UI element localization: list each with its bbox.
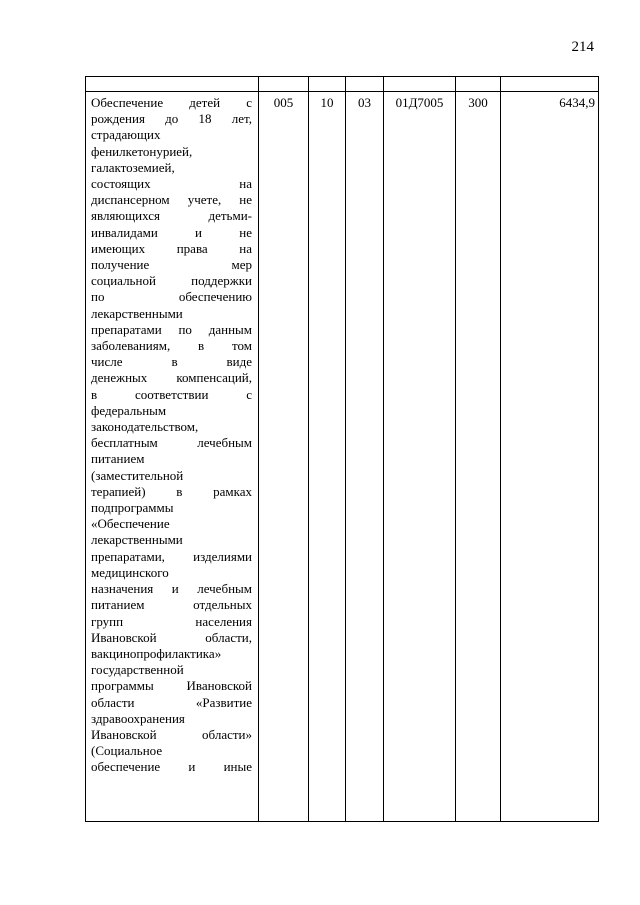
description-line: вакцинопрофилактика» xyxy=(91,645,222,661)
description-line: программы Ивановской xyxy=(91,678,252,694)
description-line: по обеспечению xyxy=(91,289,252,305)
description-line: числе в виде xyxy=(91,354,252,370)
row-description-text xyxy=(91,95,252,776)
description-line: в соответствии с xyxy=(91,386,252,402)
description-line: здравоохранения xyxy=(91,710,185,726)
description-line: государственной xyxy=(91,662,184,678)
description-line: заболеваниям, в том xyxy=(91,338,252,354)
row-target-article: 01Д7005 xyxy=(384,92,456,822)
description-line: (заместительной xyxy=(91,467,184,483)
description-line: диспансерном учете, не xyxy=(91,192,252,208)
description-line: социальной поддержки xyxy=(91,273,252,289)
description-line: законодательством, xyxy=(91,419,199,435)
header-cell-section xyxy=(309,77,346,92)
description-line: препаратами по данным xyxy=(91,321,252,337)
description-line: питанием отдельных xyxy=(91,597,252,613)
description-line: групп населения xyxy=(91,613,252,629)
description-line: питанием xyxy=(91,451,145,467)
description-line: федеральным xyxy=(91,402,167,418)
description-line: имеющих права на xyxy=(91,240,252,256)
description-line: страдающих xyxy=(91,127,161,143)
description-line: лекарственными xyxy=(91,305,183,321)
description-line: медицинского xyxy=(91,564,169,580)
description-line: фенилкетонурией, xyxy=(91,143,193,159)
page-number: 214 xyxy=(571,39,594,55)
description-line: являющихся детьми- xyxy=(91,208,252,224)
header-cell-expense-type xyxy=(456,77,501,92)
header-cell-amount xyxy=(501,77,599,92)
header-cell-target-article xyxy=(384,77,456,92)
header-cell-description xyxy=(86,77,259,92)
row-amount: 6434,9 xyxy=(501,92,599,822)
budget-table xyxy=(85,76,599,822)
description-line: (Социальное xyxy=(91,743,163,759)
description-line: области «Развитие xyxy=(91,694,252,710)
description-line: обеспечение и иные xyxy=(91,759,252,775)
header-cell-ministry xyxy=(259,77,309,92)
row-expense-type: 300 xyxy=(456,92,501,822)
description-line: инвалидами и не xyxy=(91,224,252,240)
description-line: терапией) в рамках xyxy=(91,483,252,499)
description-line: назначения и лечебным xyxy=(91,581,252,597)
row-subsection-code: 03 xyxy=(346,92,384,822)
description-line: Обеспечение детей с xyxy=(91,95,252,110)
description-line: состоящих на xyxy=(91,176,252,192)
table-header-row xyxy=(86,77,599,92)
description-line: денежных компенсаций, xyxy=(91,370,252,386)
description-line: Ивановской области» xyxy=(91,726,252,742)
description-line: препаратами, изделиями xyxy=(91,548,252,564)
description-line: бесплатным лечебным xyxy=(91,435,252,451)
description-line: лекарственными xyxy=(91,532,183,548)
description-line: подпрограммы xyxy=(91,500,174,516)
header-cell-subsection xyxy=(346,77,384,92)
description-line: галактоземией, xyxy=(91,159,175,175)
description-line: рождения до 18 лет, xyxy=(91,111,252,127)
row-description-cell xyxy=(86,92,259,822)
description-line: «Обеспечение xyxy=(91,516,170,532)
table-row xyxy=(86,92,599,822)
row-ministry-code: 005 xyxy=(259,92,309,822)
row-section-code: 10 xyxy=(309,92,346,822)
description-line: получение мер xyxy=(91,257,252,273)
description-line: Ивановской области, xyxy=(91,629,252,645)
